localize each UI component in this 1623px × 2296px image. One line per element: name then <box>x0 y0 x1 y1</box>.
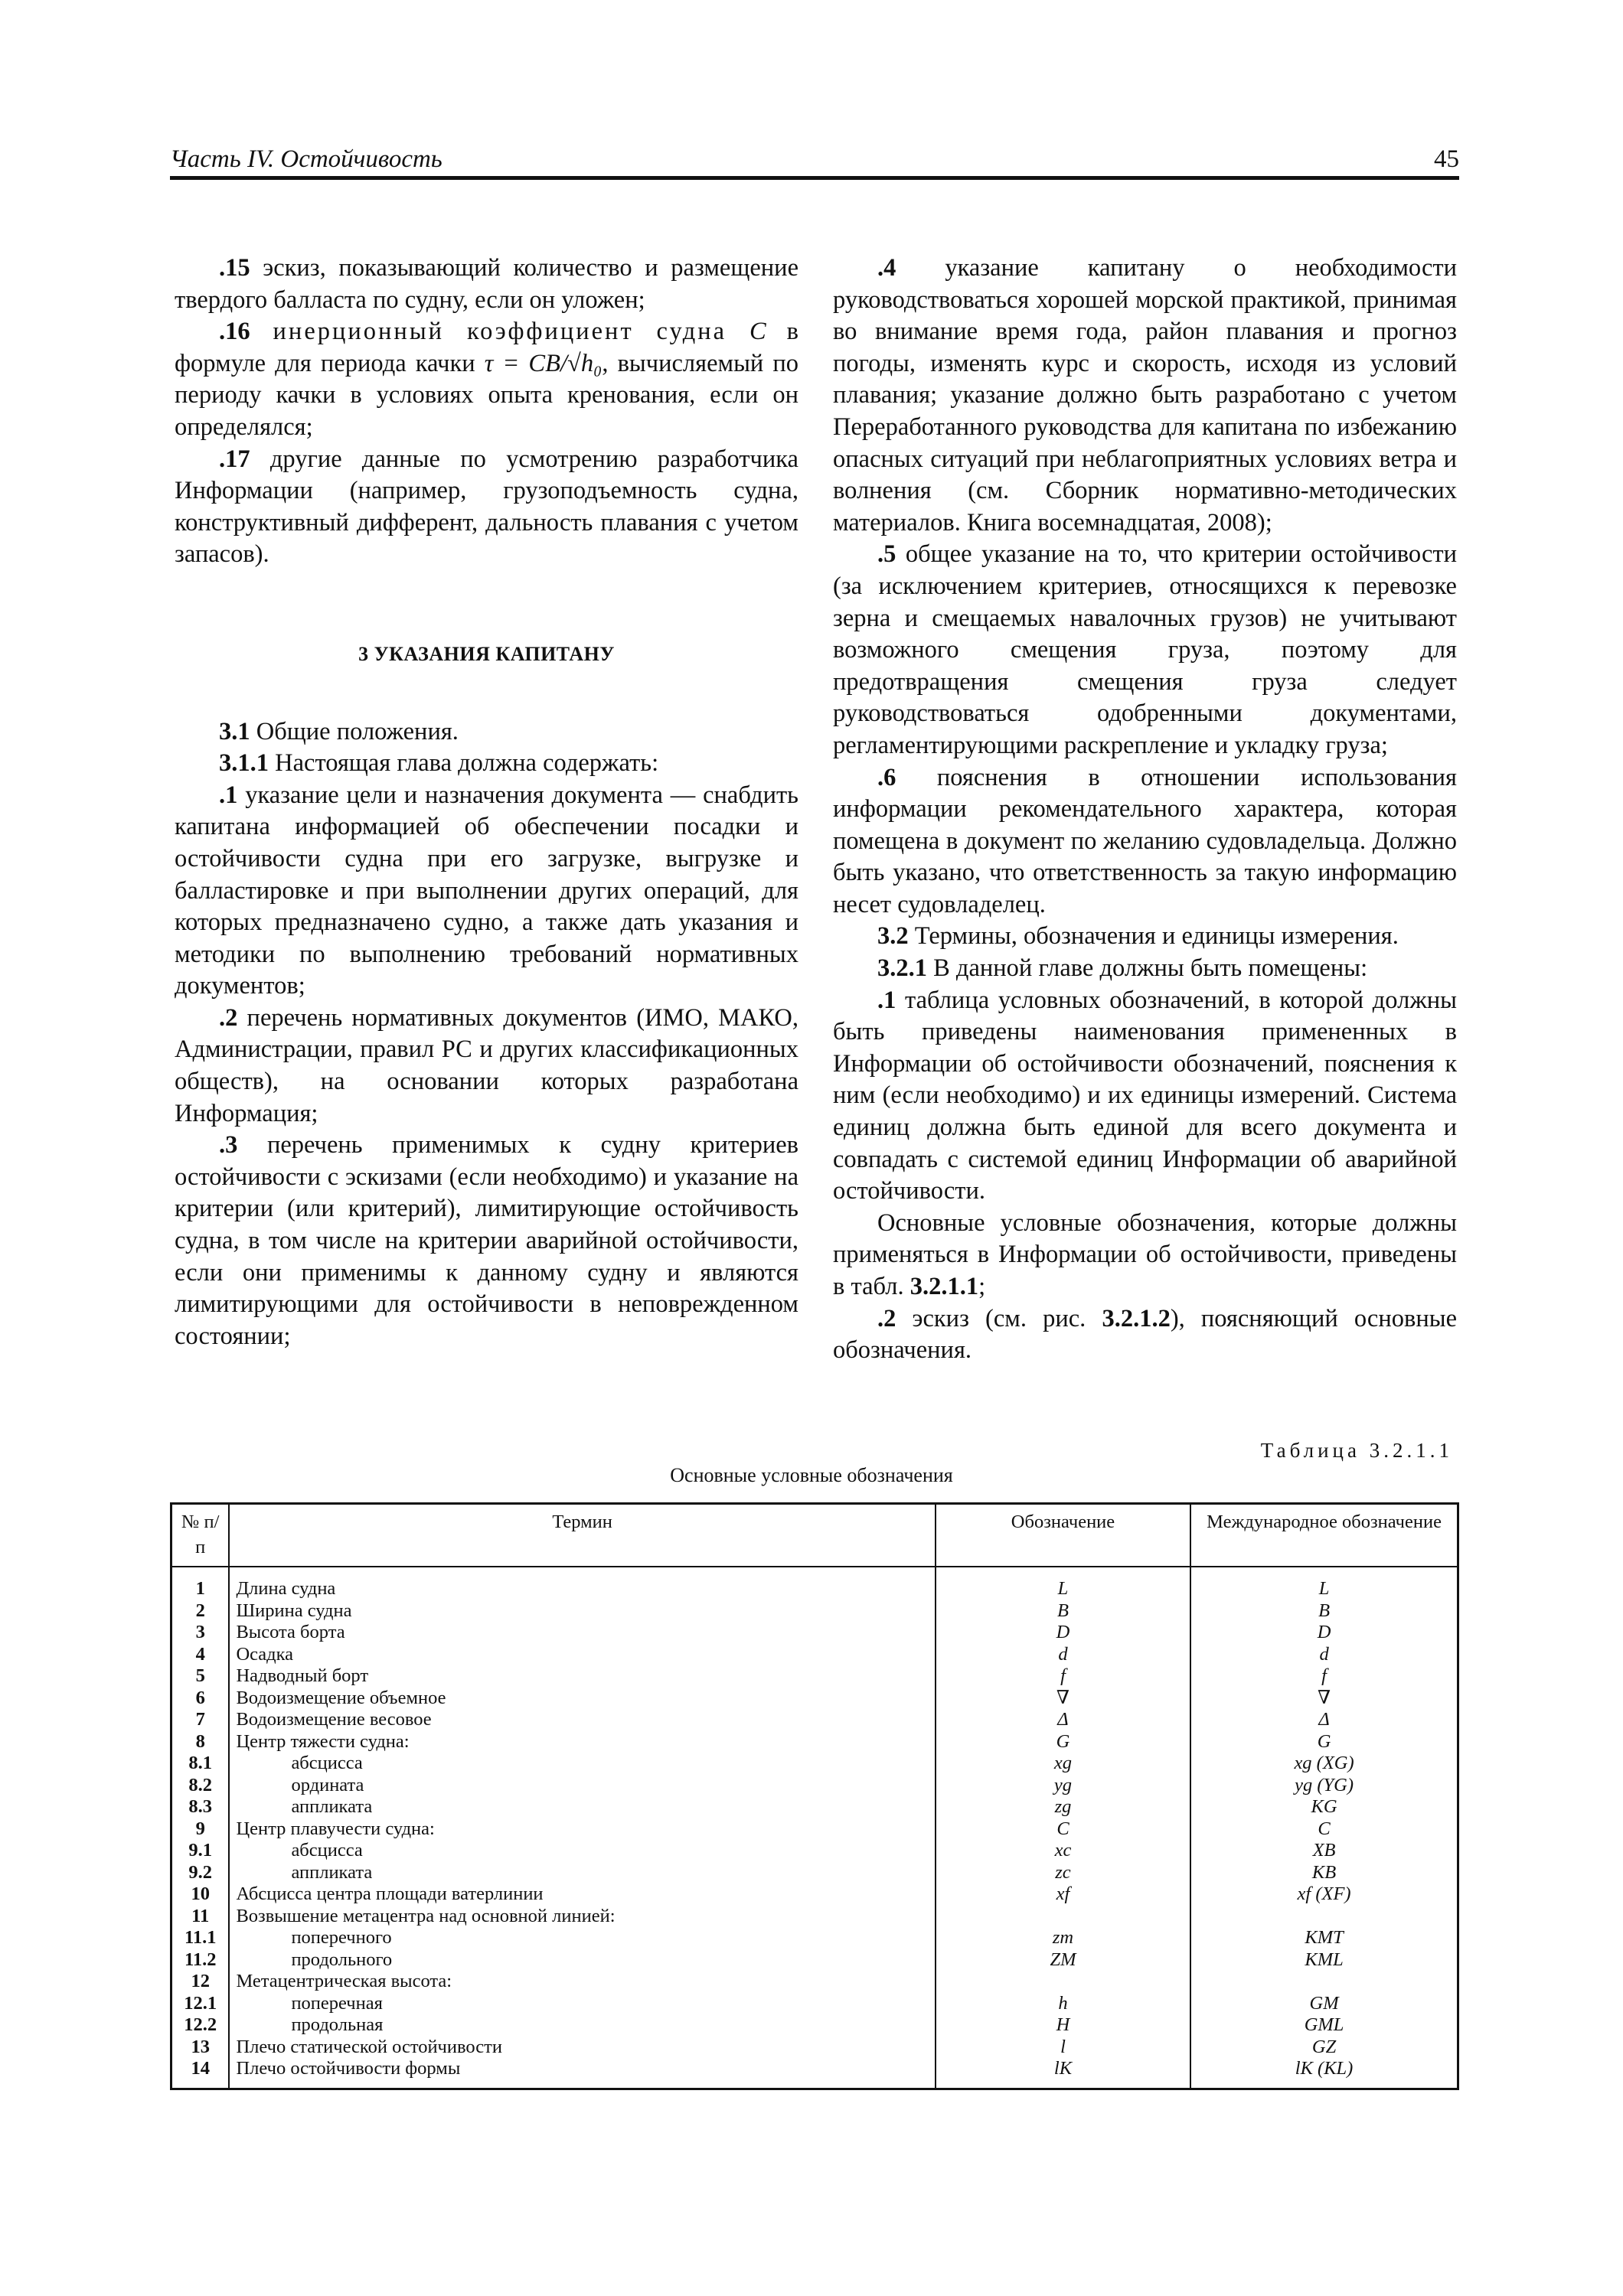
table-label: Таблица 3.2.1.1 <box>1260 1439 1453 1462</box>
table-row <box>171 1993 1458 2015</box>
row-intl-symbol: C <box>1190 1818 1458 1841</box>
header-symbol: Обозначение <box>936 1504 1190 1567</box>
row-intl-symbol: L <box>1190 1567 1458 1600</box>
row-term: ордината <box>229 1775 935 1797</box>
table-row <box>171 1622 1458 1644</box>
table-caption: Основные условные обозначения <box>670 1464 953 1486</box>
table-row <box>171 1927 1458 1949</box>
row-symbol: d <box>936 1644 1190 1666</box>
row-term: Ширина судна <box>229 1600 935 1623</box>
row-number: 9.1 <box>171 1840 230 1862</box>
row-intl-symbol: d <box>1190 1644 1458 1666</box>
row-term: продольная <box>229 2014 935 2037</box>
table-row <box>171 1818 1458 1841</box>
row-number: 12 <box>171 1971 230 1993</box>
row-symbol: lK <box>936 2058 1190 2089</box>
row-number: 9.2 <box>171 1862 230 1884</box>
basic-symbols-paragraph: Основные условные обозначения, которые должны применяться в Информации об остойчивости, приведены в табл. 3.2.1.1; <box>833 1208 1457 1300</box>
row-intl-symbol: xg (XG) <box>1190 1753 1458 1775</box>
row-number: 5 <box>171 1665 230 1688</box>
row-intl-symbol: XB <box>1190 1840 1458 1862</box>
section-3-2: 3.2 Термины, обозначения и единицы измерения. <box>877 922 1399 951</box>
row-number: 11.2 <box>171 1949 230 1971</box>
row-number: 1 <box>171 1567 230 1600</box>
row-symbol: yg <box>936 1775 1190 1797</box>
row-symbol <box>936 1906 1190 1928</box>
row-term: абсцисса <box>229 1753 935 1775</box>
row-term: Плечо остойчивости формы <box>229 2058 935 2089</box>
row-intl-symbol: ∇ <box>1190 1688 1458 1710</box>
row-number: 8.2 <box>171 1775 230 1797</box>
header-intl: Международное обозначение <box>1190 1504 1458 1567</box>
row-intl-symbol: Δ <box>1190 1709 1458 1731</box>
row-number: 9 <box>171 1818 230 1841</box>
symbols-table <box>170 1502 1459 2090</box>
row-intl-symbol: B <box>1190 1600 1458 1623</box>
right-column <box>833 253 1457 1367</box>
item-2: .2 перечень нормативных документов (ИМО, МАКО, Администрации, правил РС и других классификационных обществ), на основании которых разработана Информация; <box>175 1003 798 1127</box>
table-row <box>171 1709 1458 1731</box>
row-term: Метацентрическая высота: <box>229 1971 935 1993</box>
row-symbol: f <box>936 1665 1190 1688</box>
row-symbol: xf <box>936 1883 1190 1906</box>
item-5: .5 общее указание на то, что критерии остойчивости (за исключением критериев, относящихся к перевозке зерна и смещаемых навалочных грузов) не учитывают возможного смещения груза, поэтому для предотвращения смещения груза следует руководствоваться одобренными документами, регламентирующими раскрепление и укладку груза; <box>833 540 1457 759</box>
row-number: 8 <box>171 1731 230 1753</box>
row-symbol: h <box>936 1993 1190 2015</box>
row-number: 3 <box>171 1622 230 1644</box>
paragraph-17: .17 другие данные по усмотрению разработчика Информации (например, грузоподъемность судна, конструктивный дифферент, дальность плавания с учетом запасов). <box>175 445 798 569</box>
table-row <box>171 1644 1458 1666</box>
row-term: аппликата <box>229 1862 935 1884</box>
header-no: № п/п <box>171 1504 230 1567</box>
table-row <box>171 1567 1458 1600</box>
row-number: 10 <box>171 1883 230 1906</box>
item-1: .1 указание цели и назначения документа — снабдить капитана информацией об обеспечении посадки и остойчивости судна при его загрузке, выгрузке и балластировке и при выполнении других операций, для которых предназначено судно, а также дать указания и методики по выполнению требований нормативных документов; <box>175 781 798 1000</box>
table-row <box>171 1883 1458 1906</box>
header-term: Термин <box>229 1504 935 1567</box>
row-number: 12.2 <box>171 2014 230 2037</box>
table-row <box>171 1665 1458 1688</box>
row-number: 2 <box>171 1600 230 1623</box>
row-term: Надводный борт <box>229 1665 935 1688</box>
row-symbol: L <box>936 1567 1190 1600</box>
row-symbol: xg <box>936 1753 1190 1775</box>
period-formula: τ = CB/√h₀ <box>484 349 603 377</box>
table-row <box>171 2058 1458 2089</box>
row-term: продольного <box>229 1949 935 1971</box>
row-term: абсцисса <box>229 1840 935 1862</box>
row-intl-symbol: lK (KL) <box>1190 2058 1458 2089</box>
row-number: 7 <box>171 1709 230 1731</box>
section-heading: 3 УКАЗАНИЯ КАПИТАНУ <box>358 642 615 665</box>
row-intl-symbol: yg (YG) <box>1190 1775 1458 1797</box>
row-number: 12.1 <box>171 1993 230 2015</box>
page-number: 45 <box>1434 145 1459 173</box>
row-symbol: xc <box>936 1840 1190 1862</box>
table-row <box>171 2014 1458 2037</box>
sub-item-2: .2 эскиз (см. рис. 3.2.1.2), поясняющий основные обозначения. <box>833 1304 1458 1365</box>
row-symbol: l <box>936 2037 1190 2059</box>
row-number: 8.3 <box>171 1796 230 1818</box>
sub-item-1: .1 таблица условных обозначений, в которой должны быть приведены наименования примененных в Информации об остойчивости обозначений, пояснения к ним (если необходимо) и их единицы измерений. Система единиц должна быть единой для всего документа и совпадать с системой единиц Информации об аварийной остойчивости. <box>833 986 1457 1205</box>
left-column <box>175 253 798 1352</box>
table-row <box>171 1775 1458 1797</box>
table-row <box>171 1731 1458 1753</box>
row-term: Водоизмещение весовое <box>229 1709 935 1731</box>
row-number: 8.1 <box>171 1753 230 1775</box>
row-number: 4 <box>171 1644 230 1666</box>
row-intl-symbol: KML <box>1190 1949 1458 1971</box>
row-number: 11 <box>171 1906 230 1928</box>
table-row <box>171 1840 1458 1862</box>
row-term: Центр плавучести судна: <box>229 1818 935 1841</box>
row-symbol: zc <box>936 1862 1190 1884</box>
table-row <box>171 1971 1458 1993</box>
table-row <box>171 1796 1458 1818</box>
paragraph-15: .15 эскиз, показывающий количество и размещение твердого балласта по судну, если он уложен; <box>175 254 798 314</box>
row-intl-symbol: f <box>1190 1665 1458 1688</box>
row-term: Абсцисса центра площади ватерлинии <box>229 1883 935 1906</box>
row-number: 11.1 <box>171 1927 230 1949</box>
running-head-title: Часть IV. Остойчивость <box>170 145 442 173</box>
table-row <box>171 1949 1458 1971</box>
row-symbol: ∇ <box>936 1688 1190 1710</box>
row-symbol: B <box>936 1600 1190 1623</box>
section-3-2-1: 3.2.1 В данной главе должны быть помещены: <box>877 954 1368 983</box>
row-symbol: H <box>936 2014 1190 2037</box>
row-symbol: zg <box>936 1796 1190 1818</box>
row-symbol <box>936 1971 1190 1993</box>
table-row <box>171 1753 1458 1775</box>
row-intl-symbol: GZ <box>1190 2037 1458 2059</box>
row-intl-symbol: GML <box>1190 2014 1458 2037</box>
row-intl-symbol: KG <box>1190 1796 1458 1818</box>
row-intl-symbol <box>1190 1971 1458 1993</box>
paragraph-16: .16 инерционный коэффициент судна C в формуле для периода качки τ = CB/√h₀, вычисляемый по периоду качки в условиях опыта кренования, если он определялся; <box>175 318 798 441</box>
section-3-1: 3.1 Общие положения. <box>219 717 459 745</box>
section-3-1-1: 3.1.1 Настоящая глава должна содержать: <box>219 749 659 778</box>
row-intl-symbol <box>1190 1906 1458 1928</box>
item-3: .3 перечень применимых к судну критериев остойчивости с эскизами (если необходимо) и указание на критерии (или критерий), лимитирующие остойчивость судна, в том числе на критерии аварийной остойчивости, если они применимы к данному судну и являются лимитирующими для остойчивости в неповрежденном состоянии; <box>175 1131 798 1350</box>
table-row <box>171 1862 1458 1884</box>
row-symbol: Δ <box>936 1709 1190 1731</box>
row-term: Высота борта <box>229 1622 935 1644</box>
row-term: поперечная <box>229 1993 935 2015</box>
table-row <box>171 1688 1458 1710</box>
row-symbol: ZM <box>936 1949 1190 1971</box>
row-intl-symbol: G <box>1190 1731 1458 1753</box>
row-term: Водоизмещение объемное <box>229 1688 935 1710</box>
row-symbol: C <box>936 1818 1190 1841</box>
item-6: .6 пояснения в отношении использования информации рекомендательного характера, которая помещена в документ по желанию судовладельца. Должно быть указано, что ответственность за такую информацию несет судовладелец. <box>833 763 1457 918</box>
row-term: Осадка <box>229 1644 935 1666</box>
table-header-row <box>171 1504 1458 1567</box>
table-row <box>171 1906 1458 1928</box>
item-4: .4 указание капитану о необходимости руководствоваться хорошей морской практикой, принимая во внимание время года, район плавания и прогноз погоды, изменять курс и скорость, исходя из условий плавания; указание должно быть разработано с учетом Переработанного руководства для капитана по избежанию опасных ситуаций при неблагоприятных условиях ветра и волнения (см. Сборник нормативно-методических материалов. Книга восемнадцатая, 2008); <box>833 254 1457 536</box>
row-number: 13 <box>171 2037 230 2059</box>
row-number: 6 <box>171 1688 230 1710</box>
row-intl-symbol: KMT <box>1190 1927 1458 1949</box>
row-term: аппликата <box>229 1796 935 1818</box>
row-number: 14 <box>171 2058 230 2089</box>
table-body <box>171 1567 1458 2089</box>
row-term: Центр тяжести судна: <box>229 1731 935 1753</box>
row-symbol: D <box>936 1622 1190 1644</box>
row-intl-symbol: D <box>1190 1622 1458 1644</box>
row-symbol: G <box>936 1731 1190 1753</box>
running-head <box>170 145 1459 180</box>
table-row <box>171 1600 1458 1623</box>
row-term: Возвышение метацентра над основной линией: <box>229 1906 935 1928</box>
row-term: поперечного <box>229 1927 935 1949</box>
row-intl-symbol: xf (XF) <box>1190 1883 1458 1906</box>
table-row <box>171 2037 1458 2059</box>
row-term: Плечо статической остойчивости <box>229 2037 935 2059</box>
row-symbol: zm <box>936 1927 1190 1949</box>
row-term: Длина судна <box>229 1567 935 1600</box>
row-intl-symbol: GM <box>1190 1993 1458 2015</box>
row-intl-symbol: KB <box>1190 1862 1458 1884</box>
